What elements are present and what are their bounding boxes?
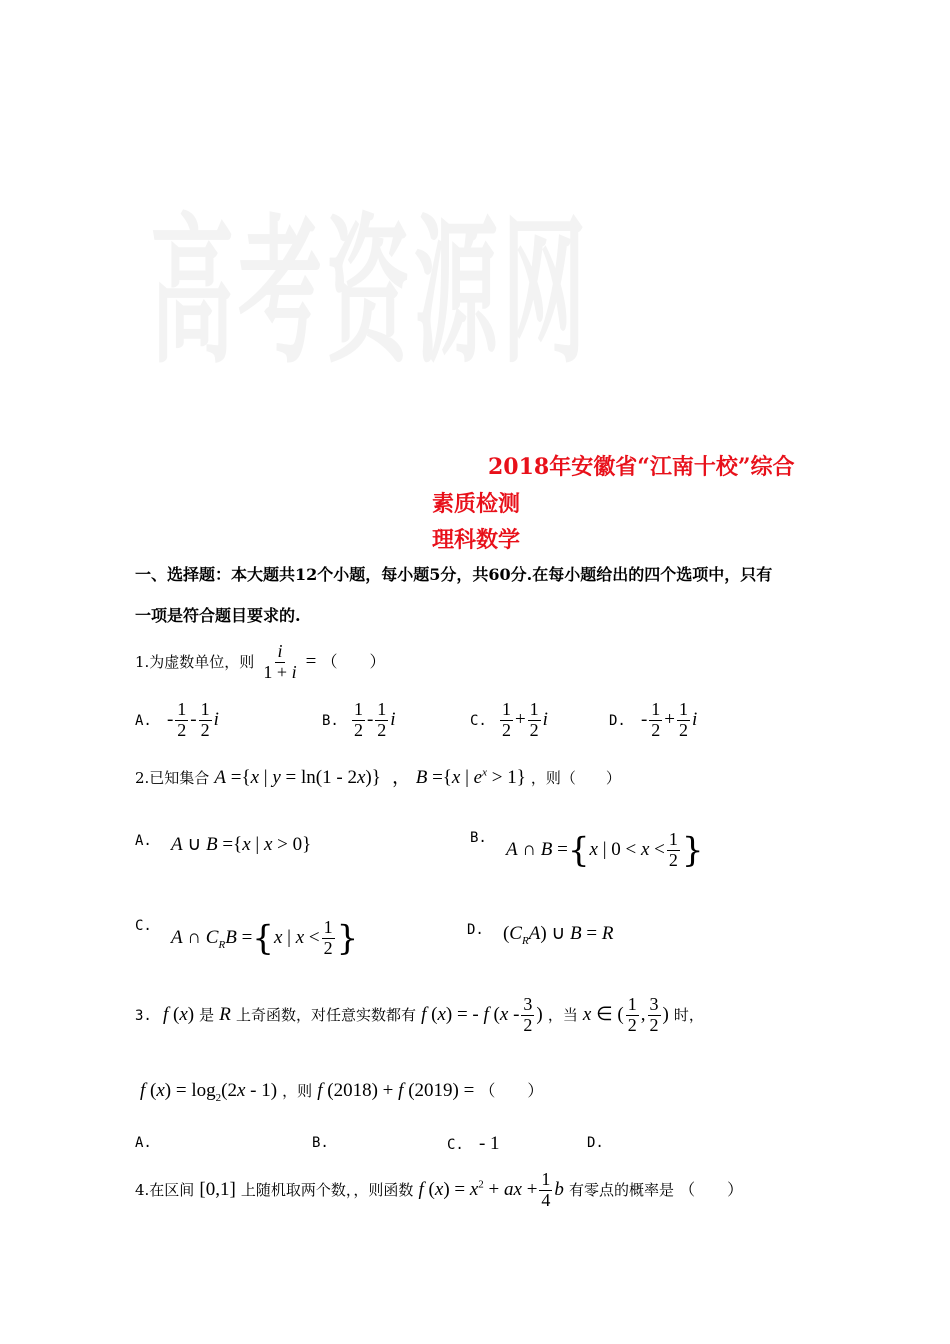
q2-option-b-label: B. (470, 830, 487, 846)
question-4-text-1: 上随机取两个数，，则函数 (240, 1180, 414, 1199)
question-3-text-1: 是 (199, 1005, 215, 1024)
q1-option-b: B. $\frac{1}{2}$ - $\frac{1}{2}$ i (322, 699, 396, 740)
q2-option-a-label: A. (135, 833, 152, 849)
q1-option-c-label: C. (470, 712, 487, 729)
q1-option-a-label: A. (135, 712, 152, 729)
q3-option-c (447, 1133, 500, 1155)
question-3-text-2: 上奇函数，对任意实数都有 (235, 1005, 416, 1024)
question-3-text-3: ，当 (547, 1005, 578, 1024)
question-4-text-2: 有零点的概率是 (569, 1180, 675, 1199)
q2-option-c-label: C. (135, 918, 152, 934)
question-3: 3. f (x) 是 R 上奇函数，对任意实数都有 f (x) = - f (x - $\frac{3}{2}$ ) ，当 x ∈ ( $\frac{1}{2}$ , $\frac{3}{2}$ ) 时， (135, 994, 704, 1035)
question-3-number: 3. (135, 1007, 152, 1024)
question-4: 4.在区间 [0,1] 上随机取两个数，，则函数 f $(x) = x^2$ + ax + $\frac{1}{4}$ b 有零点的概率是 （ ） (135, 1169, 744, 1210)
q1-option-b-label: B. (322, 712, 339, 729)
question-3-blank: （ ） (479, 1081, 544, 1100)
question-4-interval: [0,1] (199, 1178, 236, 1200)
q1-option-d: D. - $\frac{1}{2}$ + $\frac{1}{2}$ i (609, 699, 698, 740)
question-3-cont: f $(x) = \log_2(2x - 1)$ ，则 f (2018) + f (2019) = （ ） (140, 1080, 544, 1104)
q1-option-d-label: D. (609, 712, 626, 729)
question-3-text-5: ，则 (282, 1082, 313, 1100)
question-4-blank: （ ） (679, 1179, 744, 1199)
q1-option-c: C. $\frac{1}{2}$ + $\frac{1}{2}$ i (470, 699, 548, 740)
q1-fraction: $\frac{i}{1 + i}$ (263, 641, 297, 682)
q2-option-c: C. A ∩ $C_RB =\{x$ | x < $\frac{1}{2}$ } (135, 917, 359, 959)
title-line-2: 素质检测 (432, 491, 521, 517)
section-heading-line-2: 一项是符合题目要求的. (135, 606, 301, 625)
q3-option-c-label: C. (447, 1137, 464, 1153)
question-2-then: ，则（ ） (530, 769, 621, 787)
q3-option-a-label: A. (135, 1135, 152, 1151)
q2-option-d: D. $(C_RA)$ ∪ B = R (467, 922, 614, 947)
question-2: 2.已知集合 A ={x | y = ln(1 - 2x)} ， B ={x | $e^x > 1$} ，则（ ） (135, 766, 621, 788)
q2-option-b: B. A ∩ B ={x | 0 < x < $\frac{1}{2}$ } (470, 829, 704, 871)
watermark: 高考资源网 (150, 197, 591, 386)
question-1: 1.为虚数单位，则 $\frac{i}{1 + i}$ = （ ） (135, 641, 386, 682)
question-1-blank: （ ） (321, 651, 386, 671)
question-1-stem: 1.为虚数单位，则 (135, 652, 255, 671)
q2-option-d-label: D. (467, 922, 484, 938)
q2-option-a: A. A ∪ B ={x | x > 0} (135, 833, 312, 855)
question-4-prefix: 4.在区间 (135, 1180, 195, 1199)
q3-option-d-label: D. (587, 1135, 604, 1151)
question-2-stem: 2.已知集合 (135, 769, 210, 787)
q3-option-b-label: B. (312, 1135, 329, 1151)
section-heading-line-1: 一、选择题：本大题共12个小题，每小题5分，共60分.在每小题给出的四个选项中，只有 (135, 565, 773, 584)
question-3-text-4: 时， (673, 1005, 704, 1024)
q3-option-c-value: - 1 (478, 1133, 500, 1154)
title-line-3: 理科数学 (432, 527, 521, 553)
q1-option-a: A. - $\frac{1}{2}$ - $\frac{1}{2}$ i (135, 699, 219, 740)
title-line-1: 2018年安徽省“江南十校”综合 (488, 454, 795, 480)
